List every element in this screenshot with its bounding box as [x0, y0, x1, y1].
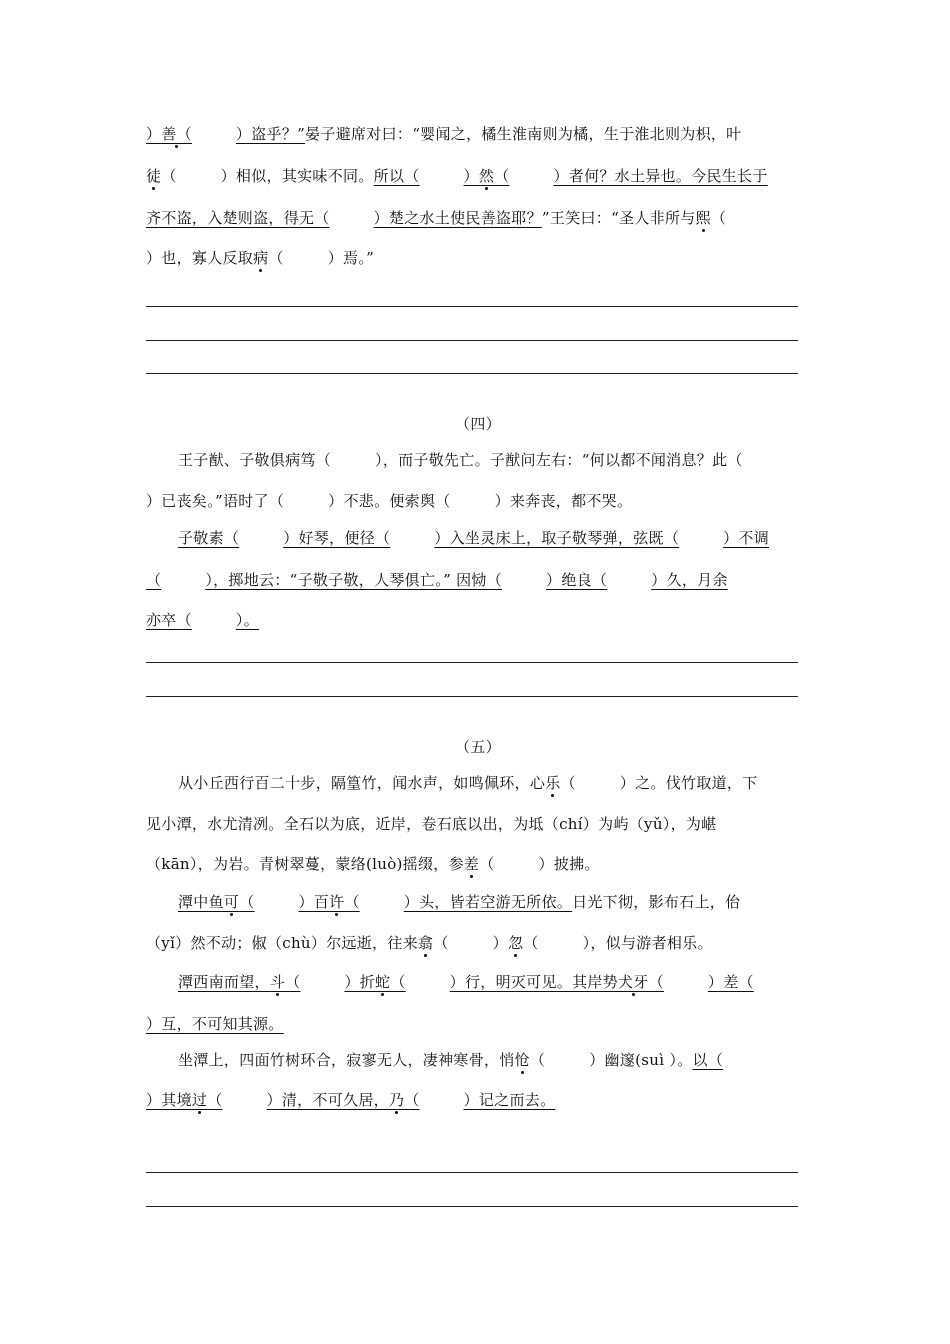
- text: ”王笑曰：“圣人非所与: [541, 209, 696, 227]
- dotted-char: 然: [478, 167, 495, 185]
- sec4-line-5: [146, 610, 810, 630]
- sec5-line-2: 见小潭，水尤清冽。全石以为底，近岸，卷石底以出，为坻（chí）为屿（yǔ），为嵁: [146, 815, 717, 833]
- dotted-char: 可: [223, 893, 240, 911]
- dotted-char: 乃: [388, 1091, 405, 1109]
- sec3-line-1: [146, 124, 810, 144]
- text: ），似与游者相乐。: [582, 934, 713, 952]
- sec5-line-4: [178, 892, 810, 912]
- text: 以（: [692, 1051, 724, 1069]
- dotted-char: 差: [463, 855, 480, 873]
- text: ）差（: [707, 973, 754, 991]
- text: （: [404, 1091, 420, 1109]
- text: （: [207, 1091, 223, 1109]
- sec4-line-2: [146, 491, 810, 511]
- text: 亦卒（: [146, 611, 192, 629]
- text: （: [710, 209, 727, 227]
- text: 所以（: [373, 167, 420, 185]
- answer-line: [146, 662, 798, 663]
- dotted-char: 病: [253, 249, 269, 267]
- text: ）不悲。便索舆（: [328, 492, 451, 510]
- dotted-char: 乐: [545, 774, 561, 792]
- text: （: [285, 973, 301, 991]
- text: ）百: [298, 893, 330, 911]
- text: ），掷地云：“子敬子敬，人琴俱亡。”: [205, 571, 452, 589]
- sec3-line-2: [146, 166, 810, 186]
- text: ）行，明灭可见。其岸势: [449, 973, 618, 991]
- answer-line: [146, 306, 798, 307]
- answer-line: [146, 1206, 798, 1207]
- text: （: [239, 893, 255, 911]
- sec5-line-8: [178, 1050, 810, 1070]
- text: 潭中鱼: [178, 893, 224, 911]
- text: （: [268, 249, 284, 267]
- text: ）幽邃(suì ）。: [589, 1051, 693, 1069]
- sec4-line-4: [146, 570, 810, 590]
- text: （kān），为岩。青树翠蔓，蒙络(luò)摇缀，参: [146, 855, 464, 873]
- dotted-char: 徒: [146, 167, 162, 185]
- text: 子敬素（: [178, 529, 240, 547]
- sec5-line-7: ）互，不可知其源。: [146, 1015, 284, 1033]
- text: ）之。伐竹取道，下: [619, 774, 758, 792]
- text: ）清，不可久居，: [266, 1091, 389, 1109]
- text: ）披拂。: [538, 855, 600, 873]
- text: ）记之而去。: [463, 1091, 556, 1109]
- text: （: [390, 973, 406, 991]
- sec4-line-1: [178, 450, 810, 470]
- text: （: [529, 1051, 546, 1069]
- text: ）头，皆若空游无所依。: [403, 893, 573, 911]
- text: （: [479, 855, 495, 873]
- sec5-line-5: [146, 933, 810, 953]
- text: ）好琴，便径（: [283, 529, 391, 547]
- dotted-char: 斗: [269, 973, 286, 991]
- text: 坐潭上，四面竹树环合，寂寥无人，凄神寒骨，悄: [178, 1051, 515, 1069]
- text: ）。: [235, 611, 260, 629]
- answer-line: [146, 340, 798, 341]
- sec5-line-6: [178, 972, 810, 992]
- answer-line: [146, 696, 798, 697]
- text: （: [344, 893, 360, 911]
- text: 齐不盗，入楚则盗，得无（: [146, 209, 330, 227]
- dotted-char: 熙: [695, 209, 711, 227]
- text: 晏子避席对曰：“婴闻之，橘生淮南则为橘，生于淮北则为枳，叶: [305, 125, 742, 143]
- section-title: （五）: [455, 738, 501, 756]
- sec5-line-3: [146, 854, 810, 874]
- sec4-line-3: [178, 528, 810, 548]
- dotted-char: 许: [329, 893, 345, 911]
- answer-line: [146, 1172, 798, 1173]
- text: ）折: [344, 973, 376, 991]
- text: ）绝良（: [546, 571, 608, 589]
- text: 王子猷、子敬俱病笃（: [178, 451, 332, 469]
- text: ）已丧矣。”语时了（: [146, 492, 285, 510]
- text: （yǐ）然不动；俶（chù）尔远逝，往来: [146, 934, 418, 952]
- dotted-char: 犬牙: [617, 973, 649, 991]
- text: ）焉。”: [327, 249, 375, 267]
- dotted-char: 怆: [514, 1051, 530, 1069]
- text: 潭西南而望，: [178, 973, 270, 991]
- text: ）入坐灵床上，取子敬琴弹，弦既（: [434, 529, 680, 547]
- sec5-line-1: [178, 773, 810, 793]
- text: ），而子敬先亡。子猷问左右：“何以都不闻消息？此（: [375, 451, 743, 469]
- text: ）来奔丧，都不哭。: [494, 492, 633, 510]
- sec3-line-3: [146, 208, 810, 228]
- text: （: [560, 774, 576, 792]
- text: 从小丘西行百二十步，隔篁竹，闻水声，如鸣佩环，心: [178, 774, 546, 792]
- dotted-char: 忽: [507, 934, 524, 952]
- text: ）其境: [146, 1091, 192, 1109]
- text: （: [494, 167, 510, 185]
- text: ）者何？水土异也。今民生长于: [553, 167, 768, 185]
- text: 因恸（: [451, 571, 503, 589]
- text: ）楚之水土使民善盗耶？: [373, 209, 542, 227]
- text: ）: [492, 934, 508, 952]
- sec5-line-9: [146, 1090, 810, 1110]
- answer-line: [146, 373, 798, 374]
- text: ）: [463, 167, 479, 185]
- section-title: （四）: [455, 415, 501, 433]
- text: （: [146, 571, 162, 589]
- text: （: [161, 167, 177, 185]
- dotted-char: 过: [191, 1091, 208, 1109]
- dotted-char: 善（: [161, 125, 192, 143]
- text: ）: [146, 125, 162, 143]
- text: （: [523, 934, 539, 952]
- text: ）久，月余: [651, 571, 728, 589]
- dotted-char: 翕: [418, 934, 434, 952]
- text: 日光下彻，影布石上，佁: [572, 893, 741, 911]
- text: ）也，寡人反取: [146, 249, 254, 267]
- text: ）相似，其实味不同。: [220, 167, 374, 185]
- text: ）盗乎？”: [235, 125, 306, 143]
- sec3-line-4: [146, 248, 810, 268]
- dotted-char: 蛇: [375, 973, 391, 991]
- text: ）不调: [723, 529, 770, 547]
- text: （: [648, 973, 664, 991]
- text: （: [433, 934, 449, 952]
